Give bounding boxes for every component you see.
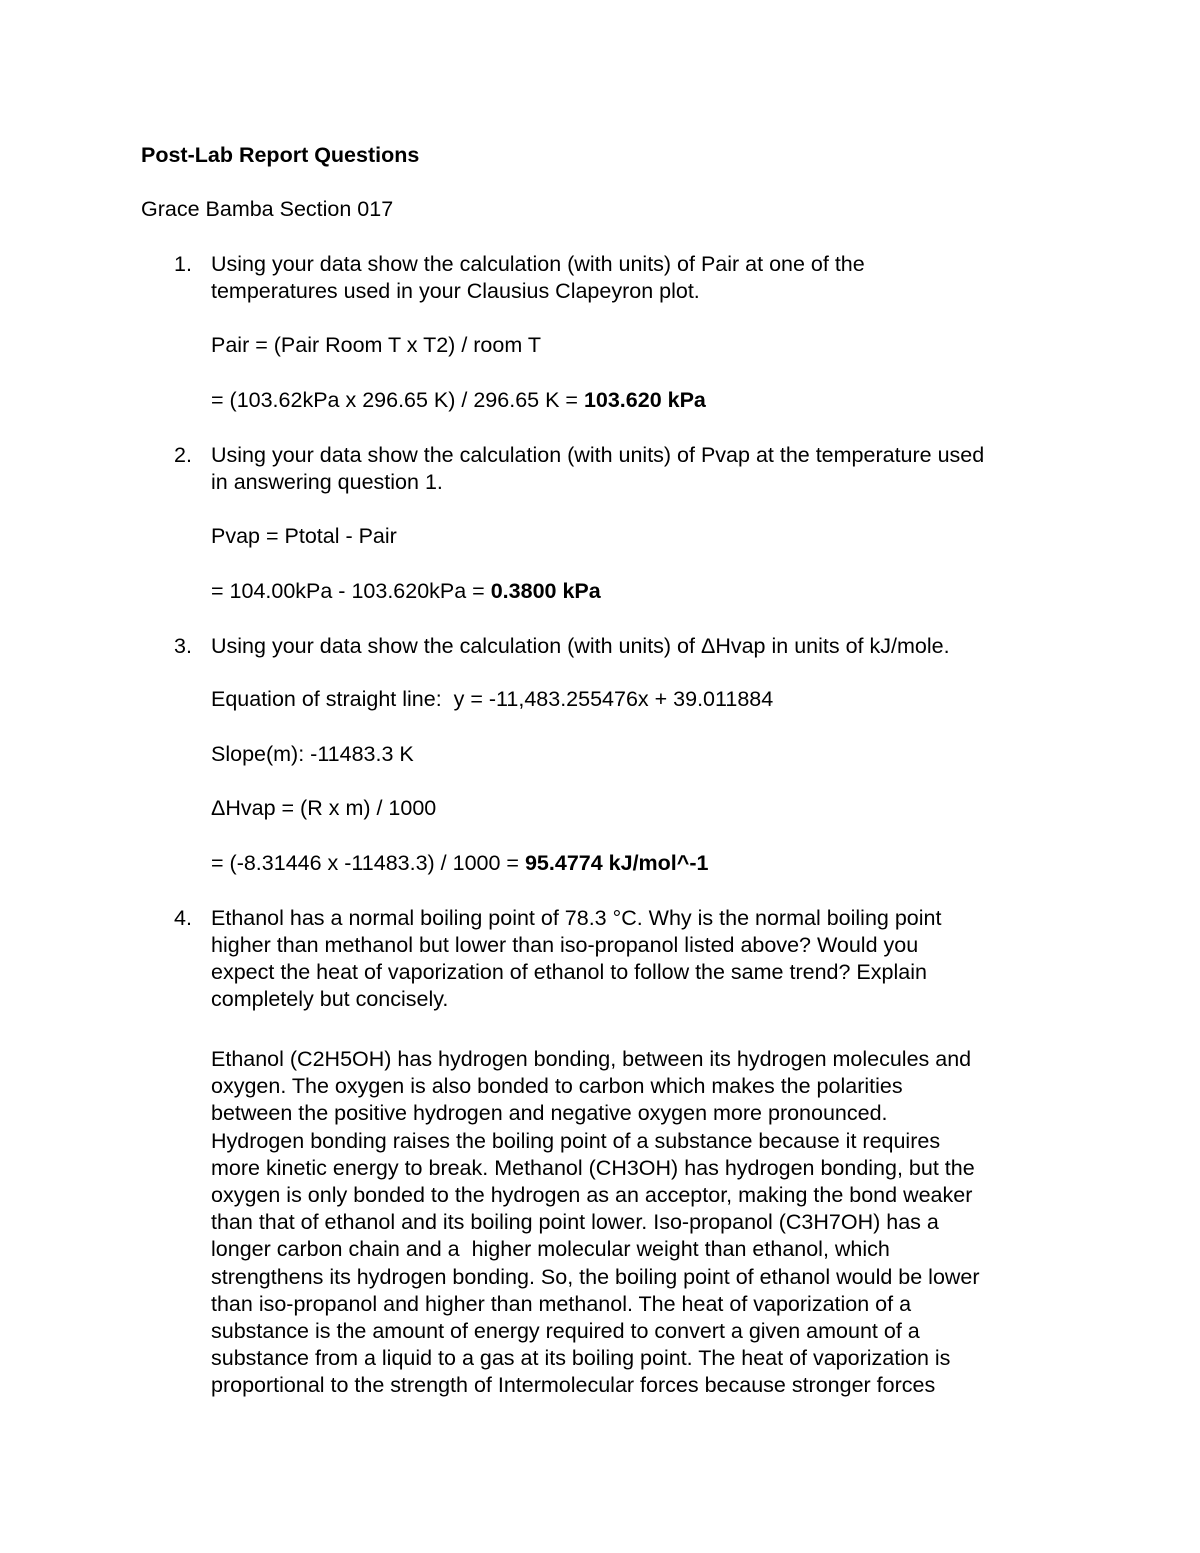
paragraph-line: more kinetic energy to break. Methanol (CH3OH) has hydrogen bonding, but the bbox=[211, 1155, 975, 1180]
question-line: in answering question 1. bbox=[211, 470, 443, 494]
document-title: Post-Lab Report Questions bbox=[141, 143, 420, 167]
question-line: temperatures used in your Clausius Clapeyron plot. bbox=[211, 279, 700, 303]
answer-text: Slope(m): -11483.3 K bbox=[211, 742, 414, 766]
question-line: Ethanol has a normal boiling point of 78.3 °C. Why is the normal boiling point bbox=[211, 906, 942, 930]
paragraph-line: than that of ethanol and its boiling point lower. Iso-propanol (C3H7OH) has a bbox=[211, 1210, 939, 1235]
question-1-formula bbox=[211, 332, 541, 359]
question-line: completely but concisely. bbox=[211, 987, 449, 1011]
answer-text: = (103.62kPa x 296.65 K) / 296.65 K = bbox=[211, 388, 584, 412]
paragraph-line: longer carbon chain and a higher molecular weight than ethanol, which bbox=[211, 1237, 890, 1262]
paragraph-line: proportional to the strength of Intermolecular forces because stronger forces bbox=[211, 1373, 936, 1398]
question-2-number: 2. bbox=[174, 443, 192, 467]
question-1-result bbox=[211, 387, 706, 414]
paragraph-line: Ethanol (C2H5OH) has hydrogen bonding, between its hydrogen molecules and bbox=[211, 1047, 972, 1071]
paragraph-line: oxygen. The oxygen is also bonded to carbon which makes the polarities bbox=[211, 1074, 903, 1099]
question-4-answer-paragraph bbox=[211, 1046, 1091, 1400]
answer-text: = 104.00kPa - 103.620kPa = bbox=[211, 579, 491, 603]
question-4-number: 4. bbox=[174, 906, 192, 930]
question-2-result bbox=[211, 578, 601, 605]
question-3-equation bbox=[211, 686, 773, 713]
paragraph-line: substance is the amount of energy required to convert a given amount of a bbox=[211, 1319, 920, 1344]
question-3-formula bbox=[211, 795, 436, 822]
paragraph-line: substance from a liquid to a gas at its boiling point. The heat of vaporization is bbox=[211, 1346, 951, 1371]
question-3-result bbox=[211, 850, 708, 877]
answer-text: Pair = (Pair Room T x T2) / room T bbox=[211, 333, 541, 357]
answer-text: ΔHvap = (R x m) / 1000 bbox=[211, 796, 437, 820]
paragraph-line: strengthens its hydrogen bonding. So, the boiling point of ethanol would be lower bbox=[211, 1264, 980, 1289]
paragraph-line: than iso-propanol and higher than methanol. The heat of vaporization of a bbox=[211, 1291, 912, 1316]
question-line: Using your data show the calculation (with units) of Pvap at the temperature used bbox=[211, 443, 985, 467]
question-4-text bbox=[211, 905, 1091, 1013]
author-section-line: Grace Bamba Section 017 bbox=[141, 197, 394, 221]
question-2-text bbox=[211, 442, 1091, 496]
question-line: higher than methanol but lower than iso-propanol listed above? Would you bbox=[211, 933, 919, 957]
answer-bold-value: 95.4774 kJ/mol^-1 bbox=[524, 851, 709, 875]
question-1-number: 1. bbox=[174, 252, 192, 276]
question-3-slope bbox=[211, 741, 414, 768]
paragraph-line: oxygen is only bonded to the hydrogen as an acceptor, making the bond weaker bbox=[211, 1183, 973, 1208]
question-3-number: 3. bbox=[174, 634, 192, 658]
answer-bold-value: 0.3800 kPa bbox=[490, 579, 601, 603]
paragraph-line: between the positive hydrogen and negative oxygen more pronounced. bbox=[211, 1101, 888, 1126]
paragraph-line: Hydrogen bonding raises the boiling point of a substance because it requires bbox=[211, 1128, 941, 1153]
answer-bold-value: 103.620 kPa bbox=[583, 388, 706, 412]
answer-text: = (-8.31446 x -11483.3) / 1000 = bbox=[211, 851, 525, 875]
question-line: Using your data show the calculation (with units) of Pair at one of the bbox=[211, 252, 865, 276]
answer-text: Equation of straight line: y = -11,483.255476x + 39.011884 bbox=[211, 687, 774, 711]
question-1-text bbox=[211, 251, 1091, 305]
question-line: expect the heat of vaporization of ethanol to follow the same trend? Explain bbox=[211, 960, 927, 984]
question-line: Using your data show the calculation (with units) of ΔHvap in units of kJ/mole. bbox=[211, 634, 950, 658]
question-2-formula bbox=[211, 523, 397, 550]
answer-text: Pvap = Ptotal - Pair bbox=[211, 524, 397, 548]
question-3-text bbox=[211, 633, 1091, 660]
